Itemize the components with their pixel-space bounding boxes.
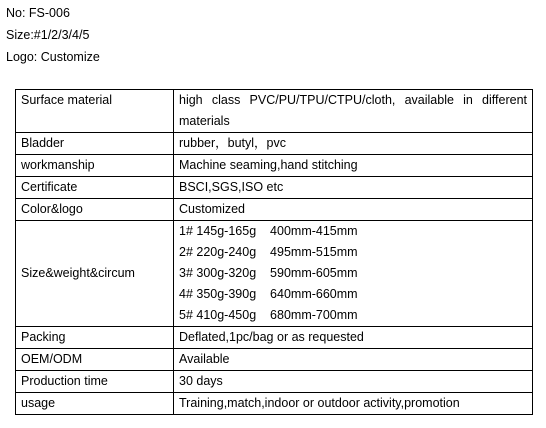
size-line-5: 5# 410g-450g 680mm-700mm (179, 308, 358, 322)
table-row (16, 90, 533, 133)
size-line-3: 3# 300g-320g 590mm-605mm (179, 266, 358, 280)
row-value-packing: Deflated,1pc/bag or as requested (174, 327, 533, 349)
row-value-surface-material: high class PVC/PU/TPU/CTPU/cloth, available in different materials (174, 90, 533, 133)
table-row (16, 199, 533, 221)
product-sizes: Size:#1/2/3/4/5 (6, 28, 90, 42)
row-label-usage: usage (16, 393, 174, 415)
product-logo: Logo: Customize (6, 50, 100, 64)
row-value-production-time: 30 days (174, 371, 533, 393)
table-row (16, 393, 533, 415)
row-value-certificate: BSCI,SGS,ISO etc (174, 177, 533, 199)
row-value-size-weight-circum (174, 221, 533, 327)
row-label-bladder: Bladder (16, 133, 174, 155)
table-row (16, 349, 533, 371)
row-label-production-time: Production time (16, 371, 174, 393)
row-label-color-logo: Color&logo (16, 199, 174, 221)
product-number: No: FS-006 (6, 6, 70, 20)
product-header (6, 2, 100, 68)
row-label-oem-odm: OEM/ODM (16, 349, 174, 371)
table-row (16, 133, 533, 155)
table-row (16, 327, 533, 349)
table-row (16, 371, 533, 393)
row-value-bladder: rubber，butyl，pvc (174, 133, 533, 155)
row-label-surface-material: Surface material (16, 90, 174, 133)
size-line-1: 1# 145g-165g 400mm-415mm (179, 224, 358, 238)
size-line-2: 2# 220g-240g 495mm-515mm (179, 245, 358, 259)
row-label-size-weight-circum: Size&weight&circum (16, 221, 174, 327)
row-label-certificate: Certificate (16, 177, 174, 199)
table-row (16, 221, 533, 327)
spec-table (15, 89, 533, 415)
row-value-workmanship: Machine seaming,hand stitching (174, 155, 533, 177)
row-value-color-logo: Customized (174, 199, 533, 221)
row-value-usage: Training,match,indoor or outdoor activity,promotion (174, 393, 533, 415)
row-value-oem-odm: Available (174, 349, 533, 371)
table-row (16, 155, 533, 177)
table-row (16, 177, 533, 199)
row-label-packing: Packing (16, 327, 174, 349)
size-line-4: 4# 350g-390g 640mm-660mm (179, 287, 358, 301)
row-label-workmanship: workmanship (16, 155, 174, 177)
